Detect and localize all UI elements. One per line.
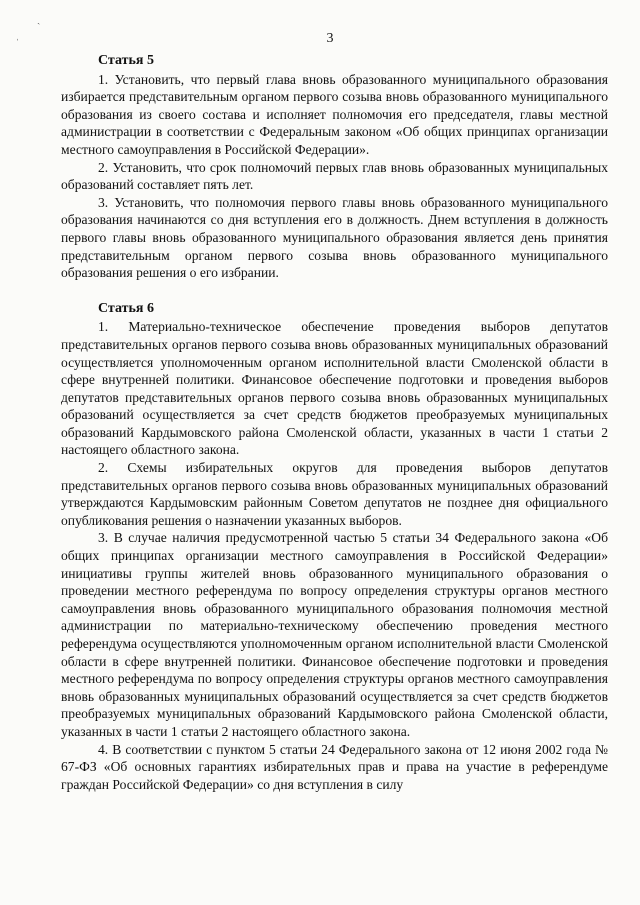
scan-mark: ˈ: [16, 38, 20, 49]
article-5-paragraph-3: 3. Установить, что полномочия первого главы вновь образованного муниципального образования начинаются со дня вступления его в должность. Днем вступления в должность первого главы вновь образованного муниципального образования является день принятия представительным органом первого созыва вновь образованного муниципального образования решения о его избрании.: [61, 194, 608, 281]
article-5-paragraph-2: 2. Установить, что срок полномочий первых глав вновь образованных муниципальных образований составляет пять лет.: [61, 159, 608, 193]
section-gap: [61, 282, 608, 300]
article-6-heading: Статья 6: [98, 300, 154, 316]
page-number: 3: [326, 31, 334, 46]
article-6-paragraph-3: 3. В случае наличия предусмотренной частью 5 статьи 34 Федерального закона «Об общих принципах организации местного самоуправления в Российской Федерации» инициативы группы жителей вновь образованного муниципального образования о проведении местного референдума по вопросу определения структуры органов местного самоуправления вновь образованного муниципального образования полномочия местной администрации по материально-техническому обеспечению проведения местного референдума осуществляются уполномоченным органом исполнительной власти Смоленской области в сфере внутренней политики. Финансовое обеспечение подготовки и проведения местного референдума по вопросу определения структуры органов местного самоуправления вновь образованных муниципальных образований осуществляется за счет средств бюджетов преобразуемых муниципальных образований Кардымовского района Смоленской области, указанных в части 1 статьи 2 настоящего областного закона.: [61, 530, 608, 739]
document-body: [61, 52, 608, 793]
article-5-heading: Статья 5: [98, 53, 154, 68]
scan-mark: ˏ: [37, 14, 41, 25]
article-6-paragraph-1: 1. Материально-техническое обеспечение проведения выборов депутатов представительных органов первого созыва вновь образованных муниципальных образований осуществляется уполномоченным органом исполнительной власти Смоленской области в сфере внутренней политики. Финансовое обеспечение подготовки и проведения выборов депутатов представительных органов первого созыва вновь образованных муниципальных образований осуществляется за счет средств бюджетов преобразуемых муниципальных образований Кардымовского района Смоленской области, указанных в части 1 статьи 2 настоящего областного закона.: [61, 319, 608, 458]
article-5-paragraph-1: 1. Установить, что первый глава вновь образованного муниципального образования избирается представительным органом первого созыва вновь образованного муниципального образования из своего состава и исполняет полномочия его председателя, главы местной администрации в соответствии с Федеральным законом «Об общих принципах организации местного самоуправления в Российской Федерации».: [61, 71, 608, 157]
article-6-paragraph-4: 4. В соответствии с пунктом 5 статьи 24 Федерального закона от 12 июня 2002 года № 67-ФЗ «Об основных гарантиях избирательных прав и права на участие в референдуме граждан Российской Федерации» со дня вступления в силу: [61, 741, 608, 792]
article-6-paragraph-2: 2. Схемы избирательных округов для проведения выборов депутатов представительных органов первого созыва вновь образованных муниципальных образований утверждаются Кардымовским районным Советом депутатов не позднее дня официального опубликования решения о назначении указанных выборов.: [61, 460, 608, 528]
